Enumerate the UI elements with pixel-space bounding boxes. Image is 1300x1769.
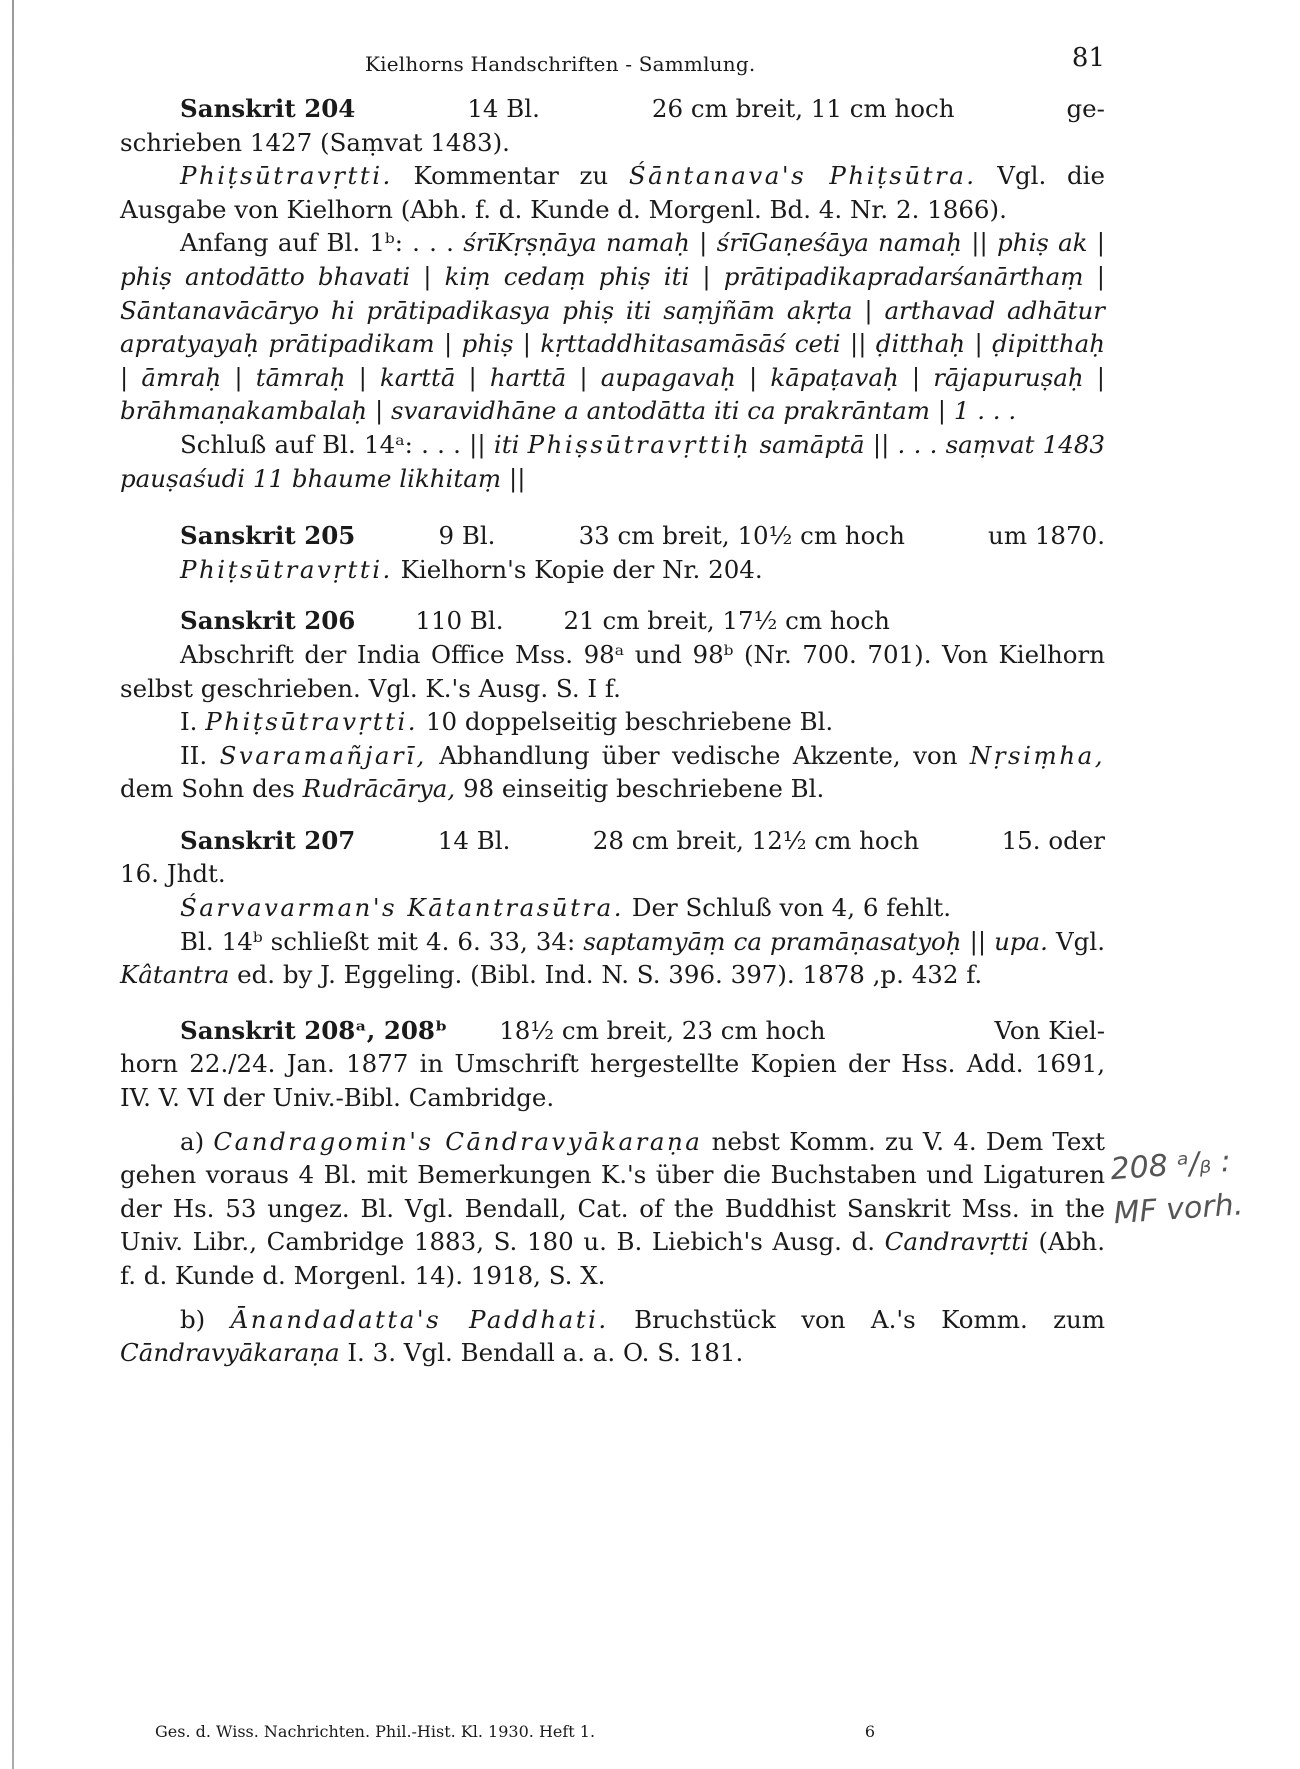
entry-description — [120, 553, 1105, 587]
entry-header — [120, 519, 1105, 553]
entry-id: Sanskrit 206 — [180, 606, 356, 636]
work-title: Śarvavarman's Kātantrasūtra. — [180, 893, 625, 923]
text-run: I. 3. Vgl. Bendall a. a. O. S. 181. — [339, 1338, 744, 1368]
entry-leaves: 110 Bl. — [415, 606, 504, 636]
margin-note-line: MF vorh. — [1112, 1187, 1245, 1232]
catalog-entry-206 — [120, 604, 1105, 806]
item-label: a) — [180, 1126, 214, 1156]
author-name: Rudrācārya, — [302, 774, 456, 804]
text-run: nebst Komm. zu V. 4. Dem Text gehen voraus 4 Bl. mit Bemerkungen K.'s über die Buchstaben und Ligaturen der Hs. 53 ungez. Bl. Vgl. Bendall, Cat. of the Buddhist Sanskrit Mss. in the Univ. Libr., Cambridge 1883, S. 180 u. B. Liebich's Ausg. d. — [120, 1126, 1106, 1257]
binding-edge — [12, 0, 14, 1769]
entry-incipit — [120, 226, 1105, 428]
work-title: Candragomin's Cāndravyākaraṇa — [213, 1126, 703, 1156]
entry-continuation: schrieben 1427 (Saṃvat 1483). — [120, 127, 510, 157]
entry-continuation: horn 22./24. Jan. 1877 in Umschrift hergestellte Kopien der Hss. Add. 1691, IV. V. VI der Univ.-Bibl. Cambridge. — [120, 1049, 1105, 1113]
explicit-text: samāptā || . . . saṃvat 1483 pauṣaśudi 11 bhaume likhitaṃ || — [120, 429, 1106, 493]
entry-date: ge- — [1066, 94, 1105, 123]
entry-header — [120, 1014, 1105, 1048]
entry-item-a — [120, 1125, 1105, 1293]
author-name: Nṛsiṃha, — [969, 740, 1105, 770]
entry-leaves: 14 Bl. — [467, 94, 540, 123]
text-run: Bruchstück von A.'s Komm. zum — [608, 1304, 1106, 1334]
text-run: iti — [493, 429, 528, 459]
entry-description — [120, 891, 1105, 925]
entry-dimensions: 26 cm breit, 11 cm hoch — [651, 94, 955, 123]
margin-note-line: 208 ᵃ/ᵦ : — [1109, 1143, 1232, 1188]
entry-header — [120, 824, 1105, 858]
catalog-entry-205 — [120, 519, 1105, 586]
text-run: Kielhorn's Kopie der Nr. 204. — [392, 554, 763, 584]
entry-id: Sanskrit 208ᵃ, 208ᵇ — [180, 1015, 448, 1045]
work-title: Śāntanava's Phiṭsūtra. — [628, 161, 977, 191]
footer-citation: Ges. d. Wiss. Nachrichten. Phil.-Hist. Kl. 1930. Heft 1. — [155, 1722, 596, 1741]
entry-item-1 — [120, 705, 1105, 739]
entry-explicit — [120, 925, 1105, 992]
entry-explicit — [120, 428, 1105, 495]
entry-header — [120, 92, 1105, 126]
page-body — [120, 40, 1105, 1384]
explicit-text: saptamyāṃ ca pramāṇasatyoḥ || upa. — [583, 926, 1048, 956]
entry-leaves: 14 Bl. — [437, 825, 511, 855]
work-title: Cāndravyākaraṇa — [120, 1338, 340, 1368]
page-footer — [155, 1722, 875, 1741]
entry-date: 15. oder — [1001, 825, 1105, 855]
incipit-text: śrīKṛṣṇāya namaḥ | śrīGaṇeśāya namaḥ || phiṣ ak | phiṣ antodātto bhavati | kiṃ cedaṃ phiṣ iti | prātipadikapradarśanārthaṃ | Sāntanavācāryo hi prātipadikasya phiṣ iti saṃjñām akṛta | arthavad adhātur apratyayaḥ prātipadikam | phiṣ | kṛttaddhitasamāsāś ceti || ḍitthaḥ | ḍipitthaḥ | āmraḥ | tāmraḥ | karttā | harttā | aupagavaḥ | kāpaṭavaḥ | rājapuruṣaḥ | brāhmaṇakambalaḥ | svaravidhāne a antodātta iti ca prakrāntam | 1 . . . — [120, 228, 1105, 426]
entry-item-2 — [120, 739, 1105, 806]
explicit-label: Schluß auf Bl. 14ᵃ: . . . || — [180, 429, 494, 459]
catalog-entry-204 — [120, 92, 1105, 495]
footer-signature: 6 — [864, 1722, 875, 1741]
entry-continuation: 16. Jhdt. — [120, 859, 226, 889]
text-run: Vgl. — [1047, 926, 1105, 956]
text-run: dem Sohn des — [120, 774, 303, 804]
catalog-entry-208 — [120, 1014, 1105, 1370]
explicit-label: Bl. 14ᵇ schließt mit 4. 6. 33, 34: — [180, 926, 584, 956]
work-title: Phiṭsūtravṛtti. — [205, 707, 419, 737]
text-run: Der Schluß von 4, 6 fehlt. — [624, 893, 952, 923]
running-head — [120, 40, 1105, 84]
entry-header — [120, 604, 1105, 638]
page-number: 81 — [1071, 43, 1105, 73]
running-head-title: Kielhorns Handschriften - Sammlung. — [365, 52, 756, 76]
text-run: ed. by J. Eggeling. (Bibl. Ind. N. S. 396. 397). 1878 ,p. 432 f. — [229, 960, 983, 990]
item-number: I. — [180, 707, 206, 737]
work-title: Svaramañjarī, — [219, 740, 427, 770]
entry-dimensions: 18½ cm breit, 23 cm hoch — [499, 1015, 826, 1045]
text-run: 98 einseitig beschriebene Bl. — [455, 774, 825, 804]
entry-item-b — [120, 1303, 1105, 1370]
entry-dimensions: 33 cm breit, 10½ cm hoch — [578, 521, 905, 551]
incipit-label: Anfang auf Bl. 1ᵇ: . . . — [180, 228, 464, 258]
entry-id: Sanskrit 204 — [180, 94, 356, 123]
entry-date: um 1870. — [988, 521, 1105, 551]
text-run: Vgl. die Ausgabe von Kielhorn (Abh. f. d. Kunde d. Morgenl. Bd. 4. Nr. 2. 1866). — [120, 161, 1105, 224]
work-title: Candravṛtti — [884, 1227, 1029, 1257]
work-title: Ānandadatta's Paddhati. — [230, 1304, 609, 1334]
entry-description — [120, 159, 1105, 226]
catalog-entry-207 — [120, 824, 1105, 992]
text-run: Kommentar zu — [392, 161, 629, 191]
text-run: (Abh. f. d. Kunde d. Morgenl. 14). 1918, S. X. — [120, 1227, 1105, 1290]
work-title: Kâtantra — [120, 960, 230, 990]
entry-id: Sanskrit 207 — [180, 825, 356, 855]
entry-id: Sanskrit 205 — [180, 521, 356, 551]
work-title: Phiṭsūtravṛtti. — [180, 554, 393, 584]
text-run: Abhandlung über vedische Akzente, von — [426, 740, 970, 770]
entry-description: Abschrift der India Office Mss. 98ᵃ und 98ᵇ (Nr. 700. 701). Von Kielhorn selbst geschrieben. Vgl. K.'s Ausg. S. I f. — [120, 639, 1105, 703]
handwritten-margin-note — [1109, 1136, 1295, 1236]
entry-provenance-start: Von Kiel- — [994, 1015, 1105, 1045]
item-number: II. — [180, 740, 220, 770]
entry-dimensions: 21 cm breit, 17½ cm hoch — [563, 606, 890, 636]
text-run: 10 doppelseitig beschriebene Bl. — [418, 707, 834, 737]
work-title: Phiṣsūtravṛttiḥ — [527, 429, 752, 459]
work-title: Phiṭsūtravṛtti. — [180, 161, 393, 191]
item-label: b) — [180, 1304, 231, 1334]
entry-dimensions: 28 cm breit, 12½ cm hoch — [592, 825, 920, 855]
entry-leaves: 9 Bl. — [438, 521, 496, 551]
